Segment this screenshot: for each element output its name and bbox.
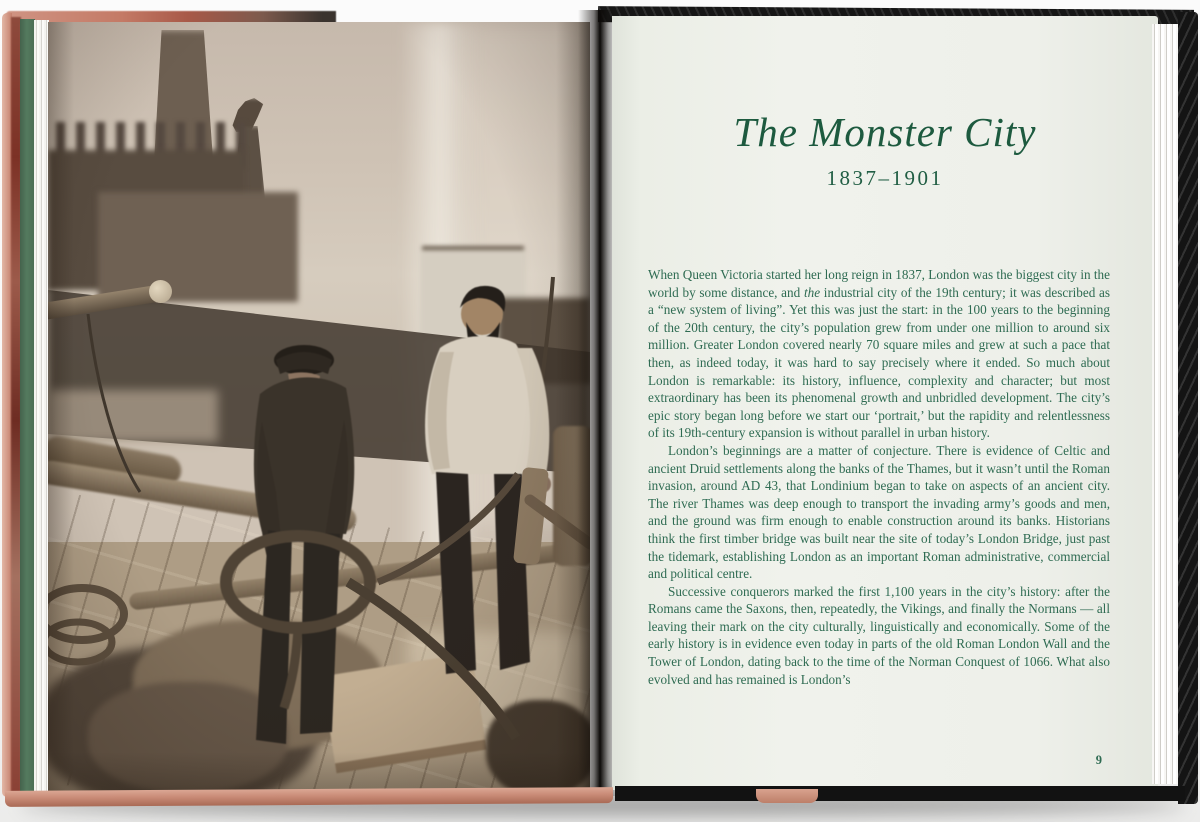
body-paragraph: When Queen Victoria started her long reign in 1837, London was the biggest city in the world by some distance, and the industrial city of the 19th century; it was described as a “new system of living”. Yet this was just the start: in the 100 years to the beginning of the 20th century, the city’s population grew from under one million to around six million. Greater London covered nearly 70 square miles and grew at such a pace that then, as indeed today, it was hard to say precisely where it ended. So much about London is remarkable: its history, influence, complexity and character; but most extraordinary has been its phenomenal growth and unbridled development. The city’s epic story began long before we start our ‘portrait,’ but the rapidity and relentlessness of its 19th-century expansion is without parallel in urban history. — [648, 267, 1110, 441]
left-page-edges — [34, 20, 49, 791]
rope-coil — [48, 588, 124, 662]
body-paragraph: Successive conquerors marked the first 1,100 years in the city’s history: after the Romans came the Saxons, then, repeatedly, the Vikings, and finally the Normans — all leaving their mark on the city culturally, linguistically and economically. Some of the early history is in evidence even today in parts of the old Roman London Wall and the Tower of London, dating back to the time of the Norman Conquest of 1066. What also evolved and has remained is London’s — [648, 583, 1110, 687]
chapter-title: The Monster City — [733, 109, 1037, 155]
bargemen-and-ropes — [48, 22, 590, 792]
body-paragraph: London’s beginnings are a matter of conjecture. There is evidence of Celtic and ancient Druid settlements along the banks of the Thames, but it wasn’t until the Roman invasion, around AD 43, that Londinium began to take on aspects of an ancient city. The river Thames was deep enough to transport the invading army’s goods and men, and the ground was firm enough to enable construction around its banks. Historians think the first timber bridge was built near the site of today’s London Bridge, just past the tidemark, establishing London as an important Roman administrative, commercial and political centre. — [648, 442, 1110, 582]
left-photo-page — [48, 22, 590, 792]
back-cover-edge — [1178, 12, 1198, 804]
bargeman-left — [226, 345, 370, 744]
deck-rope — [348, 582, 516, 738]
bottom-spine-tab — [756, 789, 818, 803]
right-text-page — [612, 16, 1158, 790]
body-text — [648, 266, 1110, 688]
hanging-rope — [88, 314, 140, 492]
chapter-dates: 1837–1901 — [826, 166, 944, 190]
bottom-cover-edge-right — [615, 786, 1185, 801]
page-number: 9 — [1095, 753, 1102, 767]
green-flyleaf-edge — [20, 19, 35, 792]
